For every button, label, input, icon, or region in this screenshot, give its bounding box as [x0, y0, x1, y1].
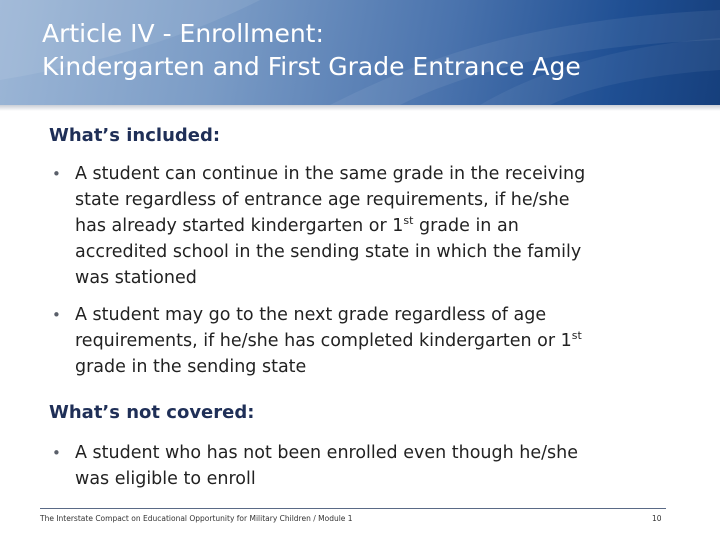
- included-bullet-list: [52, 161, 672, 380]
- bullet-line: A student who has not been enrolled even though he/she: [75, 443, 579, 463]
- bullet-line: was stationed: [75, 268, 197, 288]
- list-item: [52, 161, 672, 291]
- bullet-line: [75, 328, 672, 354]
- list-item: [52, 440, 672, 492]
- footer-divider: [40, 508, 666, 509]
- bullet-icon: •: [52, 444, 61, 462]
- bullet-line: state regardless of entrance age requirements, if he/she: [75, 190, 570, 210]
- slide-title-line-1: Article IV - Enrollment:: [42, 19, 324, 48]
- section-heading-not-covered: What’s not covered:: [49, 402, 255, 423]
- bullet-icon: •: [52, 306, 61, 324]
- ordinal-superscript: st: [571, 329, 582, 342]
- bullet-line: grade in the sending state: [75, 357, 307, 377]
- bullet-text-segment: grade in an: [413, 216, 519, 236]
- bullet-line: was eligible to enroll: [75, 469, 256, 489]
- bullet-text-segment: requirements, if he/she has completed kindergarten or 1: [75, 331, 572, 351]
- slide-title: [42, 17, 581, 83]
- bullet-line: A student may go to the next grade regardless of age: [75, 305, 547, 325]
- bullet-line: [75, 213, 672, 239]
- title-banner: [0, 0, 720, 105]
- ordinal-superscript: st: [403, 214, 414, 227]
- bullet-icon: •: [52, 165, 61, 183]
- bullet-line: A student can continue in the same grade in the receiving: [75, 164, 586, 184]
- bullet-line: accredited school in the sending state in which the family: [75, 242, 582, 262]
- slide-title-line-2: Kindergarten and First Grade Entrance Age: [42, 52, 581, 81]
- footer-caption: The Interstate Compact on Educational Opportunity for Military Children / Module 1: [40, 514, 353, 523]
- list-item: [52, 302, 672, 380]
- not-covered-bullet-list: [52, 440, 672, 492]
- section-heading-included: What’s included:: [49, 125, 221, 146]
- bullet-text-segment: has already started kindergarten or 1: [75, 216, 404, 236]
- page-number: 10: [652, 514, 662, 523]
- banner-shadow: [0, 105, 720, 111]
